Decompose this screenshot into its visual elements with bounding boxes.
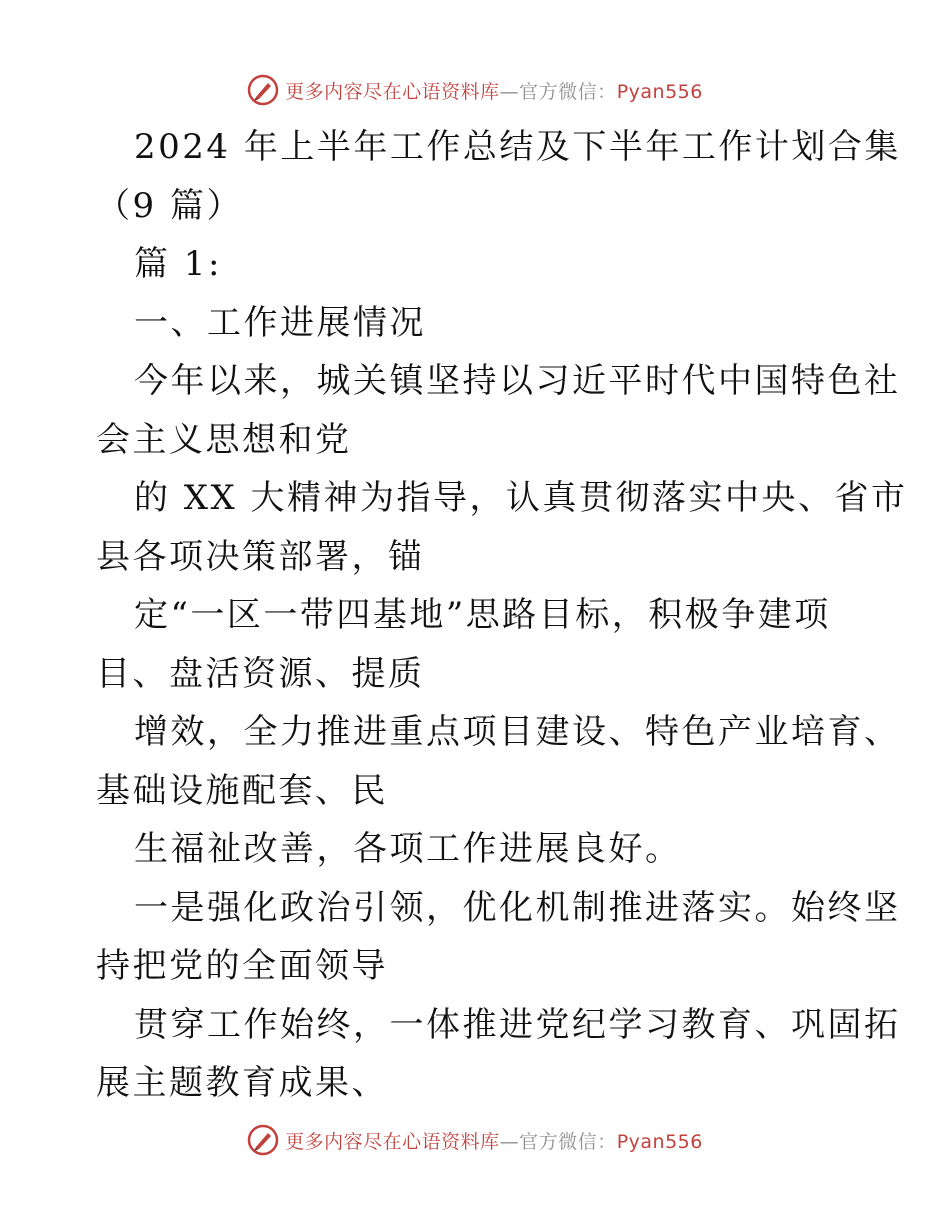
- watermark-text: [285, 1127, 703, 1154]
- section-heading: 一、工作进展情况: [134, 302, 426, 343]
- paragraph-line: 一是强化政治引领，优化机制推进落实。始终坚: [134, 887, 901, 928]
- paragraph-line: 定“一区一带四基地”思路目标，积极争建项: [134, 595, 831, 635]
- paragraph-line: 会主义思想和党: [96, 419, 352, 460]
- watermark-wechat-id: Pyan556: [616, 80, 703, 103]
- paragraph-line: 目、盘活资源、提质: [96, 653, 425, 694]
- paragraph-line: 增效，全力推进重点项目建设、特色产业培育、: [134, 712, 901, 752]
- quill-pen-logo-icon: [247, 1124, 279, 1156]
- document-title-line-2: （9 篇）: [96, 185, 243, 226]
- watermark-wechat-id: Pyan556: [616, 1130, 703, 1153]
- watermark-wechat-label: 官方微信：: [519, 1130, 617, 1153]
- watermark-separator: —: [499, 80, 520, 103]
- watermark-separator: —: [499, 1130, 520, 1153]
- paragraph-line: 贯穿工作始终，一体推进党纪学习教育、巩固拓: [134, 1004, 901, 1045]
- footer-watermark: [0, 1120, 950, 1160]
- watermark-wechat-label: 官方微信：: [519, 80, 617, 103]
- paragraph-line: 基础设施配套、民: [96, 770, 388, 811]
- paragraph-line: 展主题教育成果、: [96, 1063, 388, 1103]
- paragraph-line: 生福祉改善，各项工作进展良好。: [134, 829, 682, 869]
- paragraph-line: 持把党的全面领导: [96, 946, 388, 986]
- paragraph-line: 的 XX 大精神为指导，认真贯彻落实中央、省市: [134, 478, 908, 518]
- quill-pen-logo-icon: [247, 74, 279, 106]
- header-watermark: [0, 70, 950, 110]
- watermark-text: [285, 77, 703, 104]
- paragraph-line: 县各项决策部署，锚: [96, 536, 425, 577]
- chapter-label: 篇 1:: [134, 244, 222, 284]
- paragraph-line: 今年以来，城关镇坚持以习近平时代中国特色社: [134, 361, 901, 401]
- watermark-brand: 更多内容尽在心语资料库: [285, 1130, 500, 1153]
- document-body: [96, 118, 908, 1113]
- watermark-brand: 更多内容尽在心语资料库: [285, 80, 500, 103]
- document-title-line-1: 2024 年上半年工作总结及下半年工作计划合集: [134, 127, 901, 167]
